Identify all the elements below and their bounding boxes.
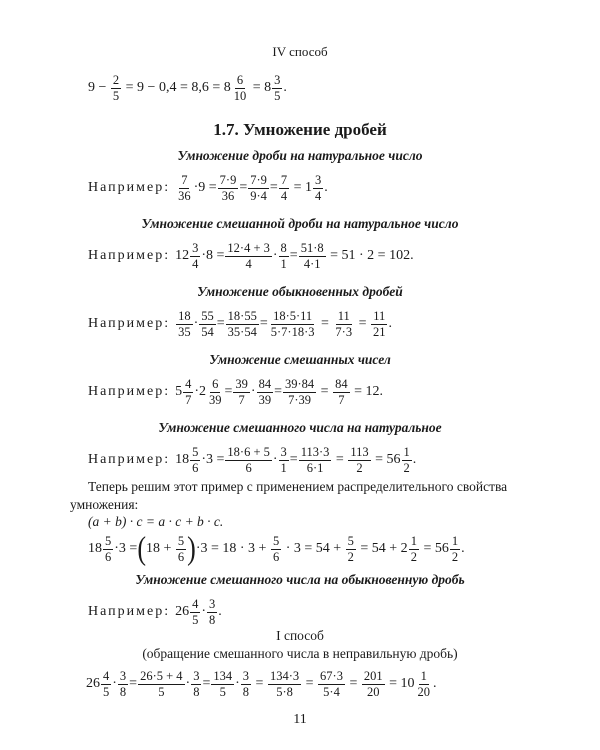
- fraction: [299, 445, 332, 476]
- denominator: 2: [403, 460, 410, 475]
- fraction: [257, 377, 274, 408]
- subsection-title: Умножение смешанного числа на обыкновенную дробь: [135, 572, 465, 587]
- fraction: [272, 73, 282, 104]
- fraction: [333, 309, 354, 340]
- fraction: [279, 241, 289, 272]
- fraction: [207, 597, 217, 628]
- denominator: 10: [233, 88, 247, 103]
- eq-text: 5: [175, 384, 183, 399]
- eq-text: =: [317, 316, 333, 331]
- eq-text: =: [216, 316, 225, 331]
- eq-text: ·3 = 18 · 3 +: [195, 541, 270, 556]
- denominator: 2: [356, 460, 363, 475]
- page-number: 11: [293, 712, 307, 727]
- numerator: 134: [213, 668, 233, 683]
- eq-text: =: [355, 316, 370, 331]
- denominator: 5: [112, 88, 120, 103]
- eq-text: ·: [250, 384, 256, 399]
- denominator: 8: [209, 612, 216, 627]
- subsection-title: Умножение смешанной дроби на натуральное число: [141, 216, 459, 231]
- numerator: 18·55: [227, 308, 257, 323]
- example-label: Например:: [88, 604, 171, 619]
- fraction: [248, 173, 269, 204]
- denominator: 4·1: [303, 256, 321, 271]
- numerator: 6: [236, 72, 244, 87]
- denominator: 2: [410, 549, 417, 564]
- eq-text: 18: [88, 541, 102, 556]
- fraction: [318, 669, 345, 700]
- fraction: [232, 73, 249, 104]
- eq-text: ·: [112, 676, 117, 691]
- eq-text: =: [345, 676, 361, 691]
- eq-text: .: [388, 316, 392, 331]
- denominator: 4: [314, 188, 322, 203]
- fraction: [103, 534, 113, 565]
- fraction: [225, 241, 271, 272]
- numerator: 5: [105, 533, 112, 548]
- example-label: Например:: [88, 248, 171, 263]
- numerator: 67·3: [320, 668, 343, 683]
- eq-text: ·9 =: [193, 180, 217, 195]
- eq-text: =: [239, 180, 248, 195]
- fraction: [118, 669, 128, 700]
- subsection-title: Умножение смешанного числа на натуральное: [158, 420, 442, 435]
- fraction: [225, 445, 271, 476]
- denominator: 6: [245, 460, 252, 475]
- eq-text: ·: [235, 676, 240, 691]
- fraction: [176, 173, 193, 204]
- denominator: 6: [272, 549, 280, 564]
- example-equation-5: [88, 438, 416, 482]
- numerator: 18·5·11: [273, 308, 313, 323]
- fraction: [313, 173, 323, 204]
- eq-text: = 56: [419, 541, 449, 556]
- denominator: 1: [280, 256, 287, 271]
- method-4-heading: IV способ: [272, 44, 328, 59]
- denominator: 5: [192, 612, 199, 627]
- denominator: 54: [201, 324, 214, 339]
- numerator: 4: [103, 668, 110, 683]
- numerator: 113: [350, 444, 369, 459]
- numerator: 7·9: [219, 172, 237, 187]
- eq-text: ·3 =: [114, 541, 138, 556]
- fraction: [199, 309, 216, 340]
- example-equation-3: [88, 302, 392, 346]
- eq-text: .: [433, 676, 437, 691]
- eq-text: = 56: [371, 452, 401, 467]
- eq-text: =: [302, 676, 318, 691]
- fraction: [269, 309, 317, 340]
- distributive-formula: (a + b) · c = a · c + b · c.: [88, 514, 224, 529]
- fraction: [362, 669, 385, 700]
- numerator: 84: [258, 376, 272, 391]
- denominator: 2: [347, 549, 354, 564]
- eq-text: = 9 − 0,4 = 8,6 = 8: [122, 80, 231, 95]
- eq-text: ·: [272, 452, 278, 467]
- numerator: 11: [337, 308, 350, 323]
- eq-text: =: [129, 676, 138, 691]
- fraction: [183, 377, 193, 408]
- numerator: 5: [347, 533, 354, 548]
- denominator: 39: [209, 392, 222, 407]
- numerator: 7·9: [250, 172, 267, 187]
- eq-text: ·: [193, 316, 199, 331]
- example-label: Например:: [88, 316, 171, 331]
- denominator: 20: [366, 684, 380, 699]
- numerator: 6: [212, 376, 219, 391]
- eq-text: 9 −: [88, 80, 110, 95]
- eq-text: ·: [185, 676, 191, 691]
- fraction: [299, 241, 326, 272]
- fraction: [190, 241, 200, 272]
- denominator: 6·1: [306, 460, 324, 475]
- eq-text: 26: [86, 676, 100, 691]
- numerator: 5: [272, 533, 280, 548]
- eq-text: .: [461, 541, 465, 556]
- denominator: 35: [178, 324, 191, 339]
- denominator: 5: [274, 88, 281, 103]
- denominator: 36: [221, 188, 235, 203]
- eq-text: =: [332, 452, 348, 467]
- eq-text: =: [224, 384, 233, 399]
- numerator: 3: [193, 668, 200, 683]
- numerator: 3: [274, 72, 281, 87]
- numerator: 1: [410, 533, 417, 548]
- numerator: 113·3: [300, 444, 330, 459]
- numerator: 3: [119, 668, 127, 683]
- numerator: 51·8: [300, 240, 324, 255]
- fraction: [233, 377, 250, 408]
- denominator: 8: [119, 684, 127, 699]
- denominator: 9·4: [250, 188, 267, 203]
- fraction: [218, 173, 239, 204]
- numerator: 11: [373, 308, 386, 323]
- eq-text: =: [252, 676, 267, 691]
- eq-text: ·8 =: [201, 248, 225, 263]
- denominator: 5: [103, 684, 110, 699]
- eq-text: = 51 · 2 = 102.: [326, 248, 414, 263]
- numerator: 201: [363, 668, 383, 683]
- denominator: 4: [280, 188, 288, 203]
- paragraph-text: Теперь решим этот пример с применением распределительного свойства умножения:: [70, 479, 508, 512]
- fraction: [176, 309, 193, 340]
- denominator: 20: [417, 684, 431, 699]
- eq-text: = 1: [290, 180, 312, 195]
- fraction: [416, 669, 433, 700]
- eq-text: = 8: [249, 80, 272, 95]
- section-title: 1.7. Умножение дробей: [213, 120, 387, 139]
- denominator: 5·7·18·3: [270, 324, 315, 339]
- numerator: 3: [280, 444, 287, 459]
- fraction: [348, 445, 370, 476]
- fraction: [283, 377, 316, 408]
- numerator: 4: [185, 376, 192, 391]
- fraction: [371, 309, 388, 340]
- fraction: [190, 445, 200, 476]
- denominator: 5: [219, 684, 226, 699]
- numerator: 8: [280, 240, 287, 255]
- eq-text: .: [283, 80, 287, 95]
- example-label: Например:: [88, 180, 171, 195]
- fraction: [111, 73, 121, 104]
- numerator: 3: [242, 668, 250, 683]
- denominator: 35·54: [227, 324, 257, 339]
- denominator: 4: [245, 256, 252, 271]
- fraction: [450, 534, 460, 565]
- denominator: 7·39: [288, 392, 312, 407]
- numerator: 3: [209, 596, 216, 611]
- denominator: 2: [451, 549, 459, 564]
- denominator: 1: [280, 460, 287, 475]
- eq-text: =: [317, 384, 333, 399]
- numerator: 55: [201, 308, 214, 323]
- numerator: 3: [314, 172, 322, 187]
- method-1-heading: I способ: [276, 628, 324, 643]
- numerator: 3: [192, 240, 199, 255]
- eq-text: = 54 + 2: [356, 541, 408, 556]
- fraction: [101, 669, 111, 700]
- subsection-title: Умножение обыкновенных дробей: [197, 284, 403, 299]
- denominator: 6: [177, 549, 185, 564]
- numerator: 18·6 + 5: [227, 444, 270, 459]
- fraction: [279, 173, 289, 204]
- numerator: 5: [192, 444, 199, 459]
- eq-text: .: [412, 452, 417, 467]
- denominator: 6: [192, 460, 199, 475]
- numerator: 7: [280, 172, 288, 187]
- distributive-equation: [88, 527, 465, 571]
- fraction: [268, 669, 301, 700]
- numerator: 1: [403, 444, 410, 459]
- denominator: 5·8: [276, 684, 293, 699]
- denominator: 8: [193, 684, 200, 699]
- numerator: 39·84: [285, 376, 315, 391]
- example-label: Например:: [88, 384, 171, 399]
- fraction: [226, 309, 259, 340]
- example-equation-4: [88, 370, 383, 414]
- fraction: [190, 597, 200, 628]
- numerator: 12·4 + 3: [227, 240, 270, 255]
- equation-iv-method: [88, 66, 287, 110]
- fraction: [241, 669, 251, 700]
- eq-text: =: [269, 180, 278, 195]
- method-1-note: (обращение смешанного числа в неправильную дробь): [142, 646, 458, 661]
- eq-text: 18: [175, 452, 190, 467]
- denominator: 8: [242, 684, 250, 699]
- eq-text: 26: [175, 604, 190, 619]
- eq-text: 18 +: [145, 541, 175, 556]
- fraction: [409, 534, 419, 565]
- eq-text: =: [274, 384, 282, 399]
- denominator: 7·3: [335, 324, 353, 339]
- left-paren: (: [137, 530, 146, 567]
- eq-text: =: [202, 676, 211, 691]
- fraction: [346, 534, 356, 565]
- denominator: 7: [238, 392, 245, 407]
- denominator: 36: [178, 188, 191, 203]
- equation-method-1: [86, 662, 437, 706]
- subsection-title: Умножение смешанных чисел: [209, 352, 391, 367]
- eq-text: =: [259, 316, 268, 331]
- right-paren: ): [187, 530, 196, 567]
- eq-text: 12: [175, 248, 190, 263]
- eq-text: ·3 =: [201, 452, 225, 467]
- fraction: [138, 669, 184, 700]
- numerator: 84: [335, 376, 348, 391]
- eq-text: ·2: [194, 384, 207, 399]
- eq-text: = 12.: [350, 384, 383, 399]
- eq-text: =: [289, 248, 298, 263]
- denominator: 7: [338, 392, 345, 407]
- example-equation-2: [88, 234, 414, 278]
- numerator: 2: [112, 72, 120, 87]
- eq-text: · 3 = 54 +: [282, 541, 345, 556]
- numerator: 5: [177, 533, 185, 548]
- fraction: [211, 669, 234, 700]
- numerator: 18: [178, 308, 191, 323]
- eq-text: ·: [272, 248, 278, 263]
- numerator: 26·5 + 4: [140, 668, 183, 683]
- eq-text: =: [289, 452, 298, 467]
- fraction: [176, 534, 186, 565]
- example-label: Например:: [88, 452, 171, 467]
- numerator: 4: [192, 596, 199, 611]
- subsection-title: Умножение дроби на натуральное число: [177, 148, 423, 163]
- eq-text: .: [218, 604, 222, 619]
- fraction: [191, 669, 201, 700]
- eq-text: ·: [201, 604, 207, 619]
- eq-text: = 10: [385, 676, 415, 691]
- fraction: [402, 445, 412, 476]
- denominator: 7: [185, 392, 192, 407]
- numerator: 1: [451, 533, 459, 548]
- denominator: 6: [105, 549, 112, 564]
- example-equation-1: [88, 166, 328, 210]
- fraction: [333, 377, 350, 408]
- numerator: 39: [235, 376, 248, 391]
- denominator: 21: [372, 324, 386, 339]
- denominator: 39: [258, 392, 272, 407]
- numerator: 134·3: [269, 668, 300, 683]
- denominator: 5: [158, 684, 165, 699]
- denominator: 5·4: [323, 684, 340, 699]
- fraction: [207, 377, 224, 408]
- numerator: 7: [181, 172, 188, 187]
- denominator: 4: [192, 256, 199, 271]
- eq-text: .: [324, 180, 328, 195]
- fraction: [279, 445, 289, 476]
- numerator: 1: [420, 668, 427, 683]
- fraction: [271, 534, 281, 565]
